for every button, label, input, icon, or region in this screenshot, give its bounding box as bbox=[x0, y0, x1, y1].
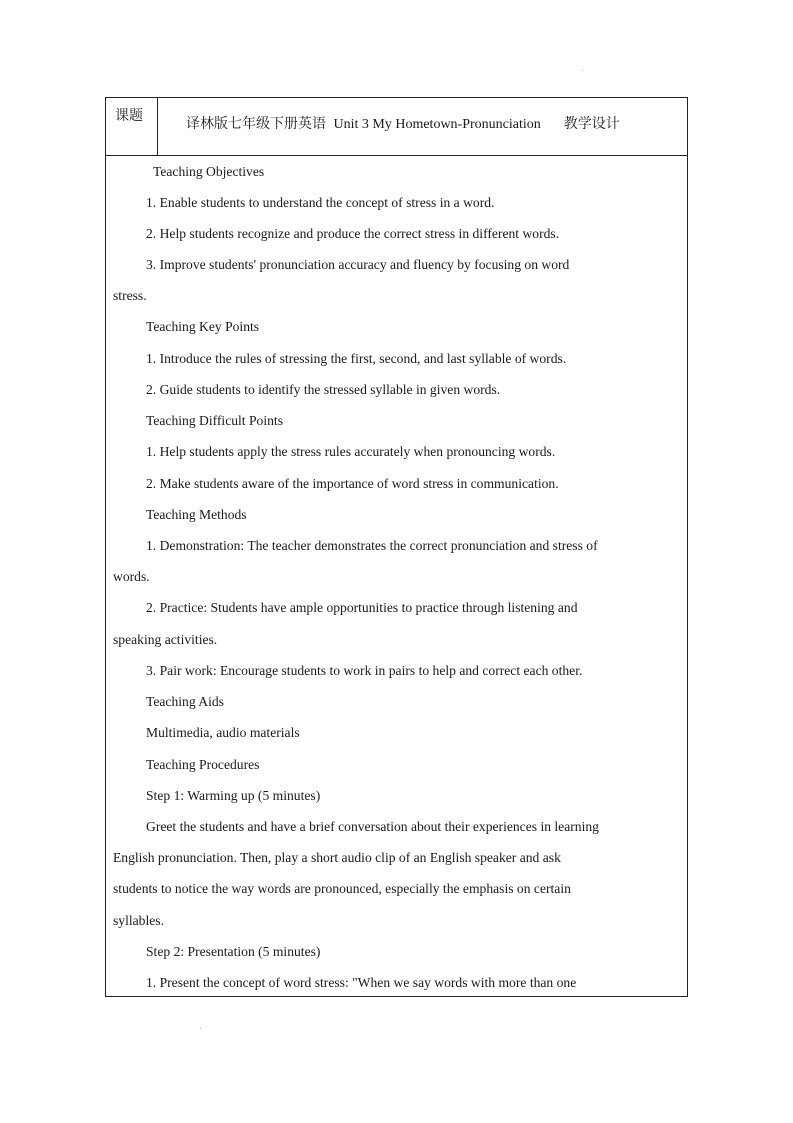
step-2-item-1: 1. Present the concept of word stress: "When we say words with more than one bbox=[146, 975, 577, 990]
step-1-text-cont-2: students to notice the way words are pronounced, especially the emphasis on certain bbox=[113, 881, 571, 896]
objective-item-3: 3. Improve students' pronunciation accuracy and fluency by focusing on word bbox=[146, 257, 570, 272]
heading-teaching-objectives: Teaching Objectives bbox=[153, 164, 265, 179]
method-item-3: 3. Pair work: Encourage students to work in pairs to help and correct each other. bbox=[146, 663, 583, 678]
subject-label-cell bbox=[106, 98, 158, 155]
teaching-aids-text: Multimedia, audio materials bbox=[146, 725, 300, 740]
objective-item-3-cont: stress. bbox=[113, 288, 147, 303]
header-row bbox=[106, 98, 687, 156]
difficult-point-item-2: 2. Make students aware of the importance of word stress in communication. bbox=[146, 476, 559, 491]
lesson-title-unit: Unit 3 My Hometown-Pronunciation bbox=[333, 117, 541, 132]
step-1-text: Greet the students and have a brief conversation about their experiences in learning bbox=[146, 819, 599, 834]
heading-difficult-points: Teaching Difficult Points bbox=[146, 413, 283, 428]
method-item-1: 1. Demonstration: The teacher demonstrates the correct pronunciation and stress of bbox=[146, 538, 598, 553]
key-point-item-1: 1. Introduce the rules of stressing the first, second, and last syllable of words. bbox=[146, 351, 567, 366]
lesson-title bbox=[186, 113, 620, 133]
method-item-2: 2. Practice: Students have ample opportunities to practice through listening and bbox=[146, 600, 578, 615]
method-item-1-cont: words. bbox=[113, 569, 150, 584]
lesson-body bbox=[106, 156, 687, 998]
method-item-2-cont: speaking activities. bbox=[113, 632, 218, 647]
heading-key-points: Teaching Key Points bbox=[146, 319, 260, 334]
objective-item-2: 2. Help students recognize and produce the correct stress in different words. bbox=[146, 226, 560, 241]
lesson-title-suffix: 教学设计 bbox=[563, 116, 620, 132]
objective-item-1: 1. Enable students to understand the concept of stress in a word. bbox=[146, 195, 495, 210]
scan-speck-bottom bbox=[200, 1028, 201, 1029]
lesson-plan-table bbox=[105, 97, 688, 997]
heading-teaching-procedures: Teaching Procedures bbox=[146, 757, 260, 772]
difficult-point-item-1: 1. Help students apply the stress rules accurately when pronouncing words. bbox=[146, 444, 556, 459]
heading-teaching-methods: Teaching Methods bbox=[146, 507, 247, 522]
step-1-text-cont-3: syllables. bbox=[113, 913, 164, 928]
step-1-heading: Step 1: Warming up (5 minutes) bbox=[146, 788, 321, 803]
step-1-text-cont-1: English pronunciation. Then, play a short audio clip of an English speaker and ask bbox=[113, 850, 561, 865]
key-point-item-2: 2. Guide students to identify the stressed syllable in given words. bbox=[146, 382, 501, 397]
heading-teaching-aids: Teaching Aids bbox=[146, 694, 224, 709]
step-2-heading: Step 2: Presentation (5 minutes) bbox=[146, 944, 321, 959]
lesson-title-prefix: 译林版七年级下册英语 bbox=[186, 116, 326, 132]
subject-label: 课题 bbox=[115, 108, 143, 124]
scan-speck-top bbox=[582, 70, 583, 71]
